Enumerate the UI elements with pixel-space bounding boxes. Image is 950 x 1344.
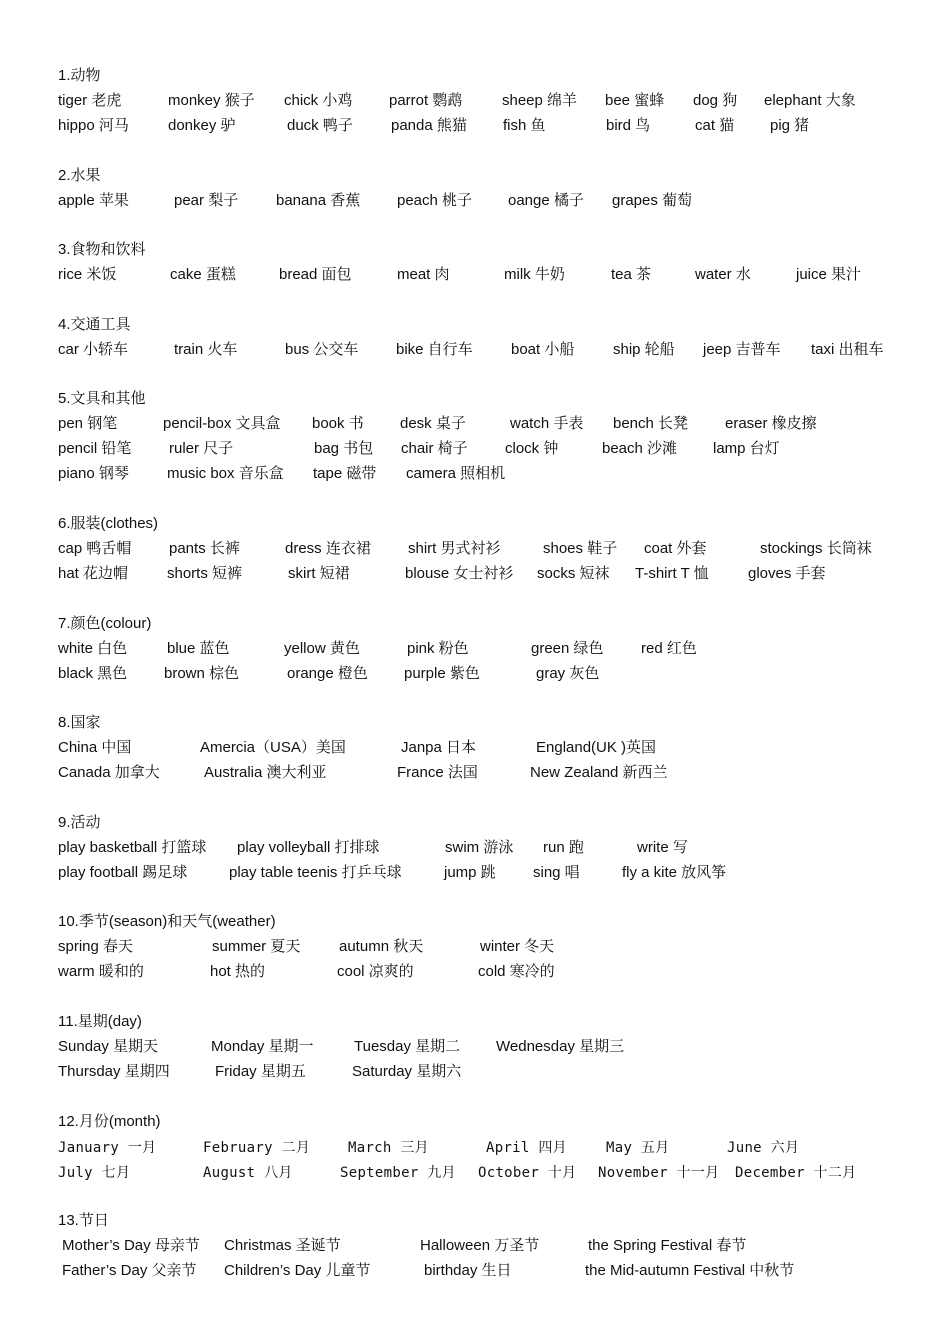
section-title-activities: 9.活动	[58, 814, 101, 831]
vocab-row	[0, 1138, 950, 1160]
vocab-item: pencil-box 文具盒	[163, 415, 281, 432]
vocab-item: run 跑	[543, 839, 584, 856]
section-title-colours: 7.颜色(colour)	[58, 615, 152, 632]
section-title-festivals: 13.节日	[58, 1212, 109, 1229]
vocab-item: cat 猫	[695, 117, 735, 134]
vocab-item: the Mid-autumn Festival 中秋节	[585, 1262, 795, 1279]
vocab-item: milk 牛奶	[504, 266, 565, 283]
vocab-item: T-shirt T 恤	[635, 565, 709, 582]
vocab-item: desk 桌子	[400, 415, 466, 432]
vocab-item: water 水	[695, 266, 751, 283]
vocab-item: panda 熊猫	[391, 117, 467, 134]
vocab-item: meat 肉	[397, 266, 450, 283]
vocab-item: tiger 老虎	[58, 92, 122, 109]
vocab-item: June 六月	[727, 1140, 800, 1156]
vocab-item: play table teenis 打乒乓球	[229, 864, 402, 881]
vocab-row	[0, 191, 950, 213]
vocab-item: grapes 葡萄	[612, 192, 693, 209]
vocab-item: tape 磁带	[313, 465, 377, 482]
vocab-item: eraser 橡皮擦	[725, 415, 817, 432]
vocab-item: watch 手表	[510, 415, 584, 432]
vocab-item: pink 粉色	[407, 640, 469, 657]
vocab-item: winter 冬天	[480, 938, 555, 955]
vocab-item: shoes 鞋子	[543, 540, 618, 557]
vocab-item: cap 鸭舌帽	[58, 540, 132, 557]
vocab-item: January 一月	[58, 1140, 157, 1156]
vocab-item: stockings 长筒袜	[760, 540, 872, 557]
vocab-item: blouse 女士衬衫	[405, 565, 514, 582]
vocab-item: play basketball 打篮球	[58, 839, 207, 856]
section-title-days: 11.星期(day)	[58, 1013, 142, 1030]
vocab-item: dress 连衣裙	[285, 540, 371, 557]
section-title-stationery: 5.文具和其他	[58, 390, 146, 407]
vocab-item: the Spring Festival 春节	[588, 1237, 747, 1254]
vocab-item: cool 凉爽的	[337, 963, 414, 980]
vocab-item: purple 紫色	[404, 665, 480, 682]
vocab-item: cake 蛋糕	[170, 266, 236, 283]
vocab-item: apple 苹果	[58, 192, 129, 209]
vocab-item: donkey 驴	[168, 117, 236, 134]
vocab-item: Children’s Day 儿童节	[224, 1262, 371, 1279]
vocab-item: book 书	[312, 415, 364, 432]
vocab-item: November 十一月	[598, 1165, 720, 1181]
vocab-item: taxi 出租车	[811, 341, 884, 358]
section-title-animals: 1.动物	[58, 67, 101, 84]
vocab-item: hippo 河马	[58, 117, 129, 134]
vocab-row	[0, 564, 950, 586]
vocab-item: chair 椅子	[401, 440, 468, 457]
vocab-item: green 绿色	[531, 640, 604, 657]
vocab-row	[0, 863, 950, 885]
vocab-item: France 法国	[397, 764, 478, 781]
vocab-item: ship 轮船	[613, 341, 675, 358]
vocab-row	[0, 414, 950, 436]
vocab-item: Friday 星期五	[215, 1063, 306, 1080]
vocab-item: play volleyball 打排球	[237, 839, 380, 856]
vocab-item: bee 蜜蜂	[605, 92, 665, 109]
vocab-item: banana 香蕉	[276, 192, 361, 209]
vocab-item: Thursday 星期四	[58, 1063, 170, 1080]
vocab-item: socks 短袜	[537, 565, 610, 582]
vocab-item: autumn 秋天	[339, 938, 424, 955]
vocab-item: jump 跳	[444, 864, 496, 881]
vocab-item: parrot 鹦鹉	[389, 92, 463, 109]
vocab-item: August 八月	[203, 1165, 293, 1181]
vocab-item: brown 棕色	[164, 665, 240, 682]
vocab-item: Wednesday 星期三	[496, 1038, 625, 1055]
vocab-item: Saturday 星期六	[352, 1063, 462, 1080]
vocab-item: jeep 吉普车	[703, 341, 781, 358]
vocab-item: sheep 绵羊	[502, 92, 578, 109]
vocab-item: Tuesday 星期二	[354, 1038, 461, 1055]
section-title-months: 12.月份(month)	[58, 1113, 161, 1130]
section-title-clothes: 6.服装(clothes)	[58, 515, 159, 532]
vocab-item: camera 照相机	[406, 465, 506, 482]
vocab-item: pants 长裤	[169, 540, 240, 557]
vocab-item: pear 梨子	[174, 192, 239, 209]
vocab-item: beach 沙滩	[602, 440, 678, 457]
vocab-row	[0, 439, 950, 461]
vocab-item: juice 果汁	[796, 266, 862, 283]
vocab-item: pig 猪	[770, 117, 810, 134]
vocab-row	[0, 1062, 950, 1084]
vocab-item: July 七月	[58, 1165, 131, 1181]
vocab-item: cold 寒冷的	[478, 963, 555, 980]
vocab-item: swim 游泳	[445, 839, 514, 856]
vocab-item: spring 春天	[58, 938, 134, 955]
vocab-item: ruler 尺子	[169, 440, 234, 457]
vocab-item: duck 鸭子	[287, 117, 353, 134]
vocab-item: boat 小船	[511, 341, 575, 358]
vocab-item: monkey 猴子	[168, 92, 255, 109]
vocab-item: pen 钢笔	[58, 415, 118, 432]
vocab-row	[0, 340, 950, 362]
vocab-item: tea 茶	[611, 266, 652, 283]
vocab-item: England(UK )英国	[536, 739, 657, 756]
vocab-item: black 黑色	[58, 665, 128, 682]
vocab-item: write 写	[637, 839, 688, 856]
vocab-item: chick 小鸡	[284, 92, 353, 109]
vocab-item: bread 面包	[279, 266, 352, 283]
vocab-item: dog 狗	[693, 92, 738, 109]
vocab-item: Christmas 圣诞节	[224, 1237, 341, 1254]
vocab-item: hot 热的	[210, 963, 266, 980]
vocab-item: Sunday 星期天	[58, 1038, 159, 1055]
vocab-item: Amercia（USA）美国	[200, 739, 346, 756]
vocab-item: New Zealand 新西兰	[530, 764, 668, 781]
vocab-item: February 二月	[203, 1140, 311, 1156]
section-title-fruits: 2.水果	[58, 167, 101, 184]
vocab-item: lamp 台灯	[713, 440, 780, 457]
vocab-item: Monday 星期一	[211, 1038, 314, 1055]
vocab-row	[0, 539, 950, 561]
vocab-item: March 三月	[348, 1140, 429, 1156]
vocab-item: bus 公交车	[285, 341, 359, 358]
vocab-item: May 五月	[606, 1140, 670, 1156]
vocab-item: piano 钢琴	[58, 465, 129, 482]
section-title-food-drinks: 3.食物和饮料	[58, 241, 146, 258]
vocab-item: bike 自行车	[396, 341, 473, 358]
vocab-item: hat 花边帽	[58, 565, 129, 582]
vocab-item: blue 蓝色	[167, 640, 230, 657]
vocab-item: Janpa 日本	[401, 739, 477, 756]
vocab-item: gray 灰色	[536, 665, 600, 682]
vocab-row	[0, 116, 950, 138]
vocab-item: Australia 澳大利亚	[204, 764, 327, 781]
vocab-item: Canada 加拿大	[58, 764, 160, 781]
vocab-item: October 十月	[478, 1165, 577, 1181]
vocab-row	[0, 838, 950, 860]
vocab-item: summer 夏天	[212, 938, 301, 955]
vocab-item: Father’s Day 父亲节	[62, 1262, 197, 1279]
vocab-row	[0, 664, 950, 686]
vocab-item: April 四月	[486, 1140, 567, 1156]
vocab-item: bird 鸟	[606, 117, 651, 134]
vocab-item: yellow 黄色	[284, 640, 360, 657]
section-title-transport: 4.交通工具	[58, 316, 131, 333]
vocab-item: bench 长凳	[613, 415, 689, 432]
vocab-item: China 中国	[58, 739, 132, 756]
section-title-seasons-weather: 10.季节(season)和天气(weather)	[58, 913, 276, 930]
vocab-item: warm 暖和的	[58, 963, 144, 980]
vocab-item: white 白色	[58, 640, 128, 657]
vocab-item: oange 橘子	[508, 192, 584, 209]
vocab-item: sing 唱	[533, 864, 580, 881]
vocab-row	[0, 738, 950, 760]
vocab-row	[0, 763, 950, 785]
vocab-row	[0, 265, 950, 287]
vocab-item: music box 音乐盒	[167, 465, 284, 482]
vocab-item: play football 踢足球	[58, 864, 188, 881]
vocab-item: December 十二月	[735, 1165, 857, 1181]
vocab-item: bag 书包	[314, 440, 374, 457]
vocab-item: skirt 短裙	[288, 565, 350, 582]
vocab-item: car 小轿车	[58, 341, 129, 358]
vocab-item: birthday 生日	[424, 1262, 512, 1279]
vocab-row	[0, 91, 950, 113]
vocab-item: fish 鱼	[503, 117, 546, 134]
vocab-row	[0, 464, 950, 486]
vocab-item: orange 橙色	[287, 665, 368, 682]
vocab-item: pencil 铅笔	[58, 440, 132, 457]
vocab-item: peach 桃子	[397, 192, 473, 209]
vocab-item: gloves 手套	[748, 565, 826, 582]
vocab-row	[0, 1163, 950, 1185]
section-title-countries: 8.国家	[58, 714, 101, 731]
vocab-item: rice 米饭	[58, 266, 117, 283]
vocab-item: clock 钟	[505, 440, 559, 457]
vocab-item: shorts 短裤	[167, 565, 243, 582]
vocab-row	[0, 639, 950, 661]
vocab-item: elephant 大象	[764, 92, 856, 109]
vocab-row	[0, 937, 950, 959]
vocab-row	[0, 1236, 950, 1258]
vocab-item: train 火车	[174, 341, 238, 358]
vocab-item: shirt 男式衬衫	[408, 540, 501, 557]
vocab-item: fly a kite 放风筝	[622, 864, 727, 881]
vocab-item: coat 外套	[644, 540, 707, 557]
vocab-row	[0, 1037, 950, 1059]
vocab-item: red 红色	[641, 640, 697, 657]
vocab-item: Mother’s Day 母亲节	[62, 1237, 200, 1254]
vocab-item: Halloween 万圣节	[420, 1237, 540, 1254]
vocab-row	[0, 962, 950, 984]
vocab-item: September 九月	[340, 1165, 456, 1181]
vocab-row	[0, 1261, 950, 1283]
